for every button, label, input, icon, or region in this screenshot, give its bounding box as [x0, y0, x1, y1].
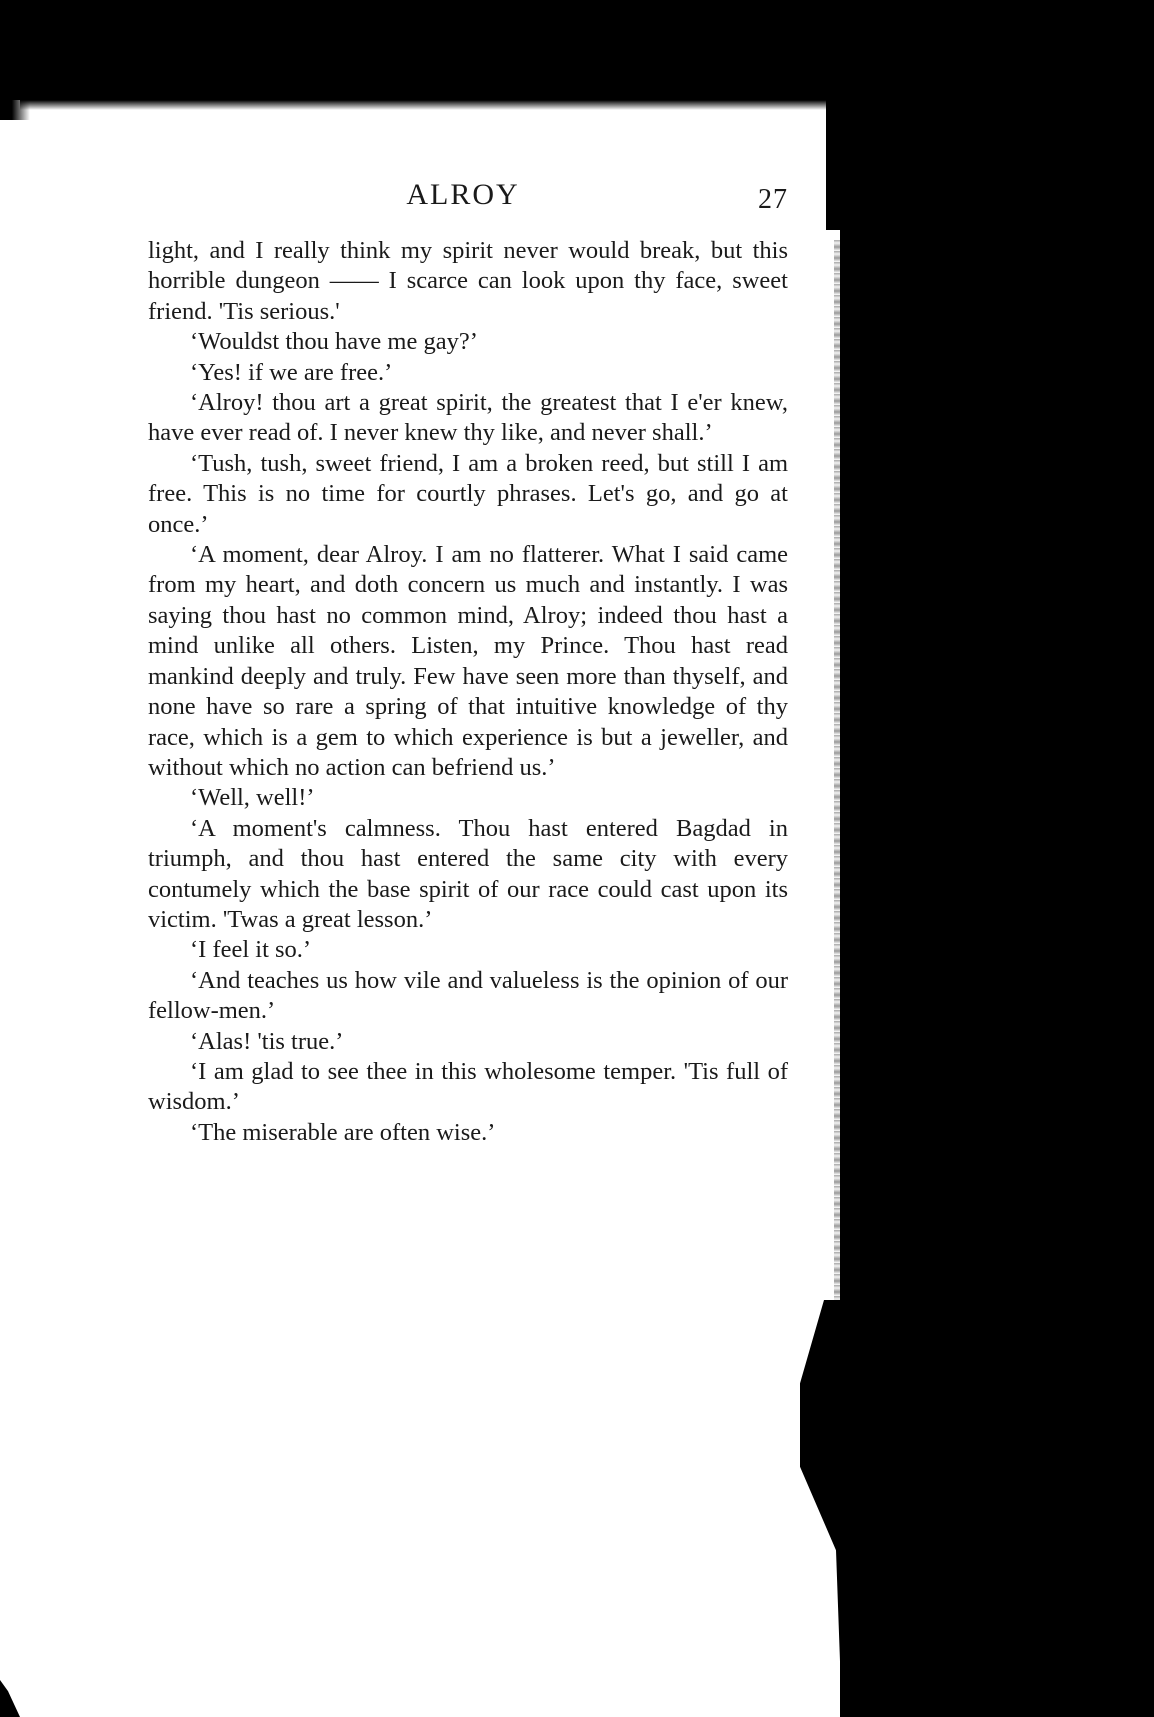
page-header — [148, 170, 788, 230]
scan-edge-speckle — [834, 240, 844, 1300]
paragraph: ‘A moment's calmness. Thou hast entered Bagdad in triumph, and thou hast entered the same city with every contumely which the base spirit of our race could cast upon its victim. 'Twas a great lesson.’ — [148, 814, 788, 933]
paragraph: ‘Yes! if we are free.’ — [190, 358, 393, 386]
paragraph: ‘Alas! 'tis true.’ — [190, 1027, 344, 1055]
scan-border-top-edge — [20, 92, 840, 110]
paragraph: ‘Alroy! thou art a great spirit, the greatest that I e'er knew, have ever read of. I never knew thy like, and never shall.’ — [148, 389, 788, 447]
page-number: 27 — [758, 184, 788, 215]
running-title: ALROY — [406, 178, 520, 211]
paragraph: ‘Well, well!’ — [190, 784, 315, 812]
paragraph: ‘I am glad to see thee in this wholesome temper. 'Tis full of wisdom.’ — [148, 1057, 788, 1116]
scan-border-left-corner — [0, 60, 30, 120]
scan-border-right — [840, 0, 1154, 1717]
body-text — [148, 236, 788, 1148]
paragraph: ‘Wouldst thou have me gay?’ — [190, 328, 478, 356]
paragraph: ‘And teaches us how vile and valueless is the opinion of our fellow-men.’ — [148, 966, 788, 1025]
paragraph: ‘Tush, tush, sweet friend, I am a broken reed, but still I am free. This is no time for courtly phrases. Let's go, and go at once.’ — [148, 449, 788, 538]
scan-border-right-lower — [800, 1300, 860, 1717]
paragraph: ‘The miserable are often wise.’ — [190, 1118, 496, 1146]
paragraph: ‘A moment, dear Alroy. I am no flatterer. What I said came from my heart, and doth concern us much and instantly. I was saying thou hast no common mind, Alroy; indeed thou hast a mind unlike all others. Listen, my Prince. Thou hast read mankind deeply and truly. Few have seen more than thyself, and none have so rare a spring of that intuitive knowledge of thy race, which is a gem to which experience is but a jeweller, and without which no action can befriend us.’ — [148, 541, 788, 781]
book-page — [148, 170, 788, 1148]
scan-border-bottom-left — [0, 1680, 20, 1717]
paragraph: light, and I really think my spirit never would break, but this horrible dungeon —— I scarce can look upon thy face, sweet friend. 'Tis serious.' — [148, 237, 788, 325]
paragraph: ‘I feel it so.’ — [190, 936, 312, 964]
scan-border-right-upper — [826, 0, 856, 230]
